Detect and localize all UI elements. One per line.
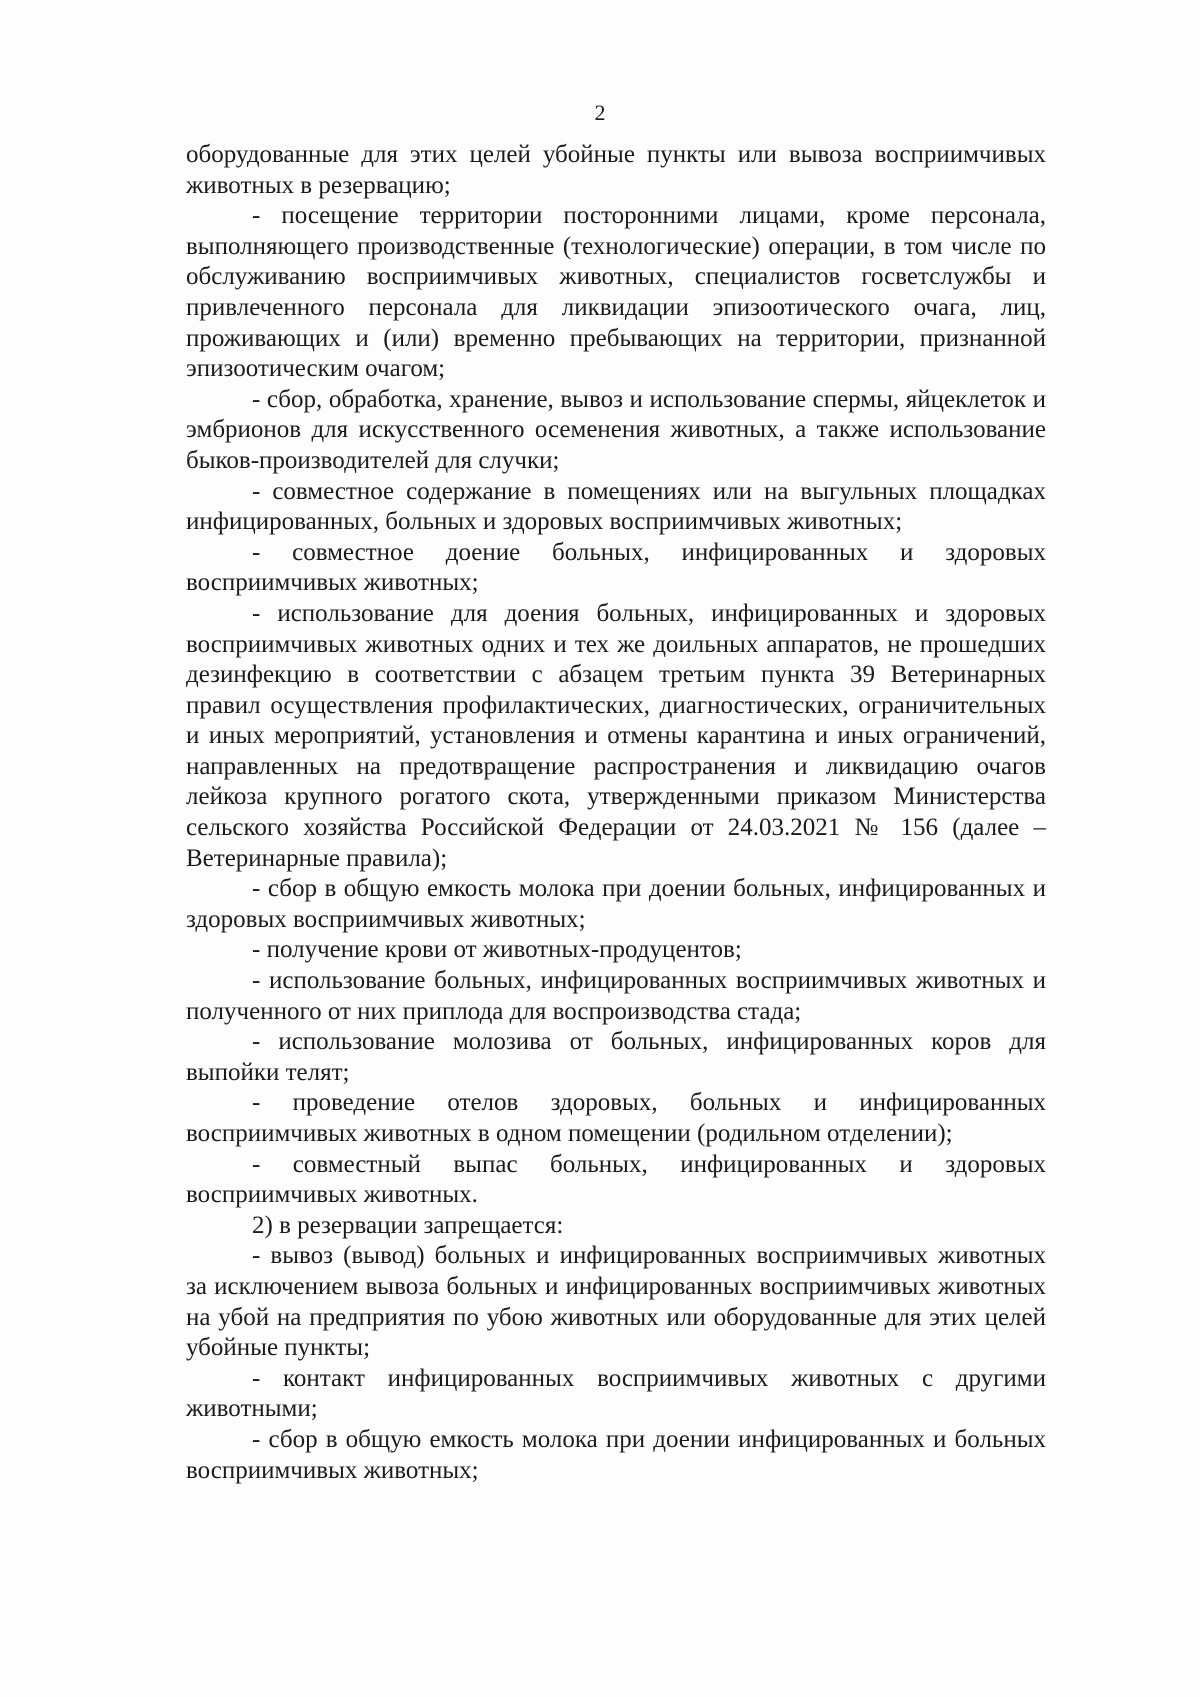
paragraph-colostrum-ban: - использование молозива от больных, инфицированных коров для выпойки телят; [186, 1028, 1046, 1086]
paragraph-removal-ban: - вывоз (вывод) больных и инфицированных восприимчивых животных за исключением вывоза больных и инфицированных восприимчивых животных на убой на предприятия по убою животных или оборудованные для этих целей убойные пункты; [186, 1242, 1046, 1362]
document-body [186, 140, 1046, 1486]
paragraph-reservation-heading: 2) в резервации запрещается: [252, 1211, 564, 1239]
paragraph-grazing-ban: - совместный выпас больных, инфицированных и здоровых восприимчивых животных. [186, 1150, 1046, 1209]
paragraph-sperm-ban: - сбор, обработка, хранение, вывоз и использование спермы, яйцеклеток и эмбрионов для искусственного осеменения животных, а также использование быков-производителей для случки; [186, 385, 1046, 474]
paragraph-joint-keeping-ban: - совместное содержание в помещениях или на выгульных площадках инфицированных, больных и здоровых восприимчивых животных; [186, 477, 1046, 536]
paragraph-calving-ban: - проведение отелов здоровых, больных и инфицированных восприимчивых животных в одном помещении (родильном отделении); [186, 1089, 1046, 1147]
paragraph-continuation: оборудованные для этих целей убойные пункты или вывоза восприимчивых животных в резервацию; [186, 141, 1046, 199]
paragraph-contact-ban: - контакт инфицированных восприимчивых животных с другими животными; [186, 1364, 1046, 1423]
paragraph-milk-collection-ban: - сбор в общую емкость молока при доении больных, инфицированных и здоровых восприимчивых животных; [186, 875, 1046, 933]
paragraph-breeding-ban: - использование больных, инфицированных восприимчивых животных и полученного от них приплода для воспроизводства стада; [186, 967, 1046, 1025]
page-number: 2 [594, 100, 606, 125]
paragraph-blood-ban: - получение крови от животных-продуцентов; [252, 936, 742, 964]
paragraph-joint-milking-ban: - совместное доение больных, инфицированных и здоровых восприимчивых животных; [186, 538, 1046, 597]
paragraph-milking-equipment-ban: - использование для доения больных, инфицированных и здоровых восприимчивых животных одних и тех же доильных аппаратов, не прошедших дезинфекцию в соответствии с абзацем третьим пункта 39 Ветеринарных правил осуществления профилактических, диагностических, ограничительных и иных мероприятий, установления и отмены карантина и иных ограничений, направленных на предотвращение распространения и ликвидацию очагов лейкоза крупного рогатого скота, утвержденными приказом Министерства сельского хозяйства Российской Федерации от 24.03.2021 № 156 (далее – Ветеринарные правила); [186, 599, 1046, 872]
paragraph-reservation-milk-ban: - сбор в общую емкость молока при доении инфицированных и больных восприимчивых животных; [186, 1425, 1046, 1484]
paragraph-visitors-ban: - посещение территории посторонними лицами, кроме персонала, выполняющего производственные (технологические) операции, в том числе по обслуживанию восприимчивых животных, специалистов госветслужбы и привлеченного персонала для ликвидации эпизоотического очага, лиц, проживающих и (или) временно пребывающих на территории, признанной эпизоотическим очагом; [186, 202, 1046, 383]
